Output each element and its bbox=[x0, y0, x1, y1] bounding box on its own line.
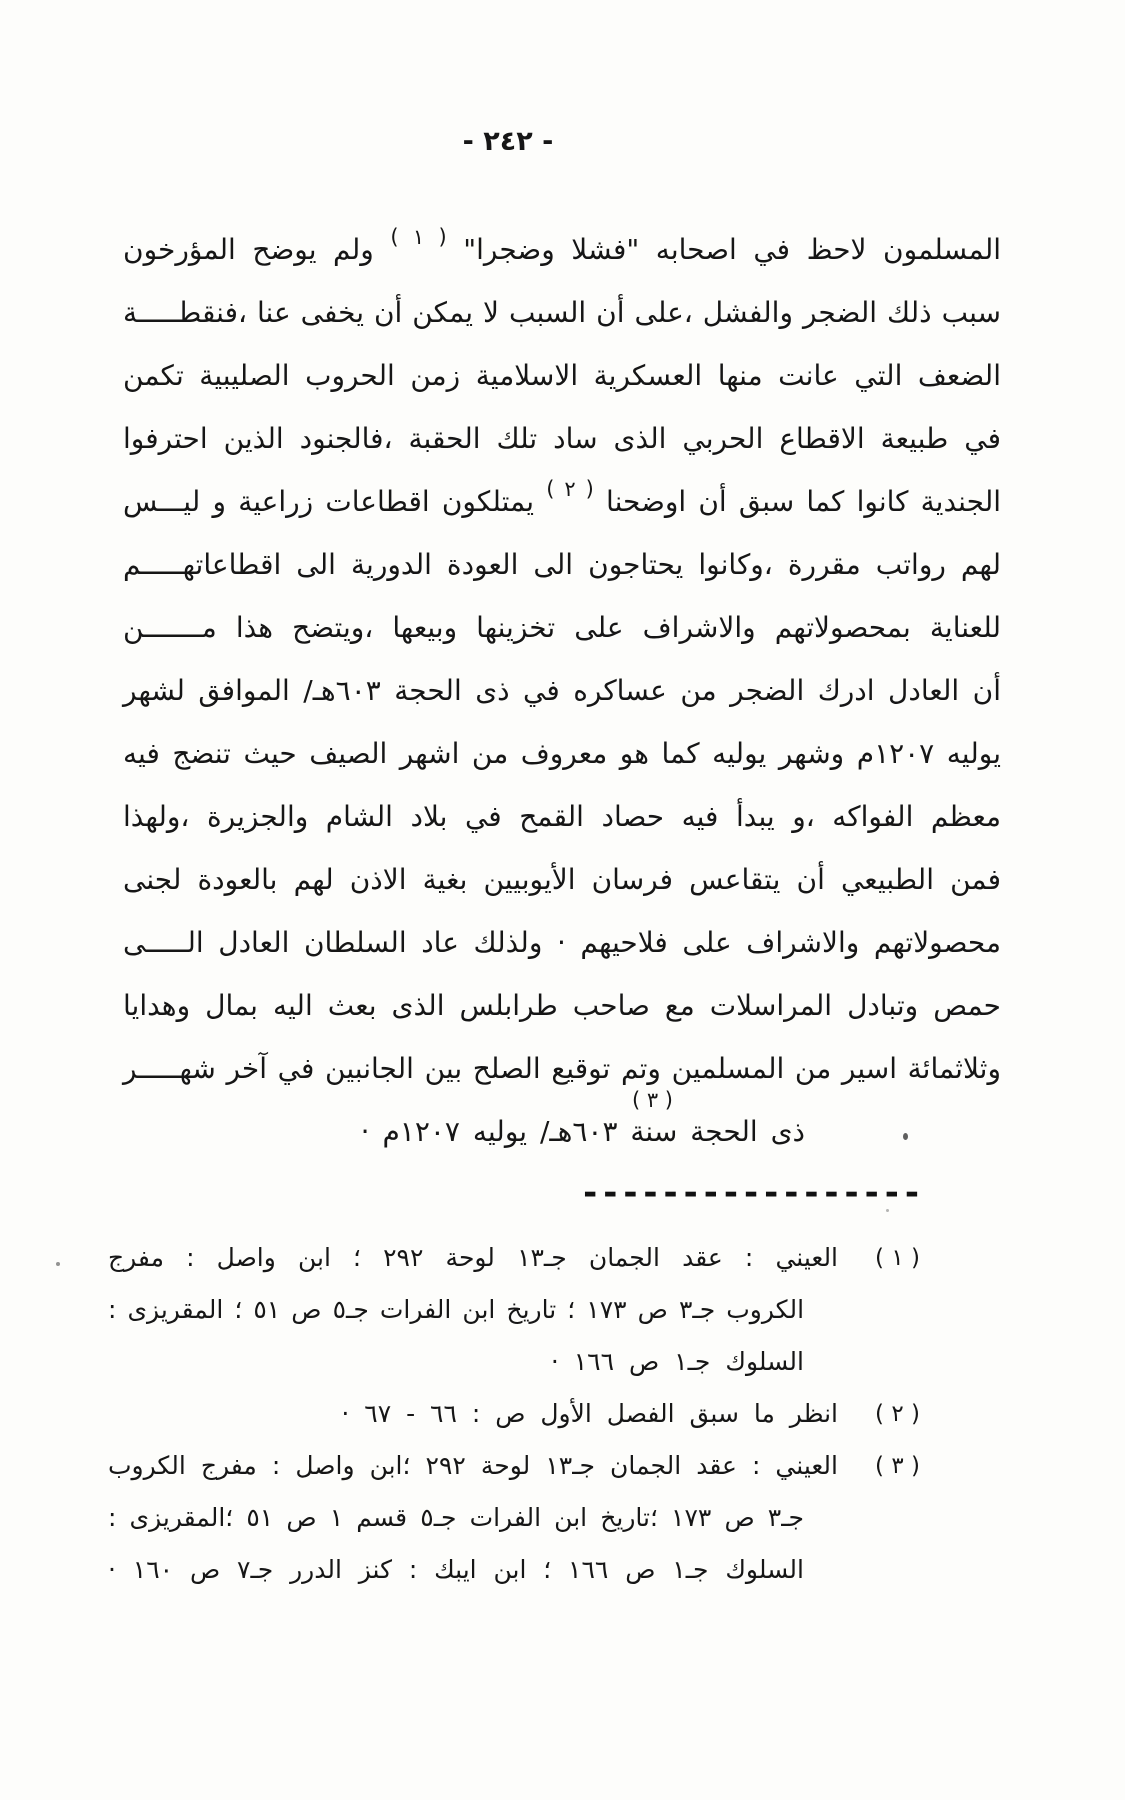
closing-line-group bbox=[360, 1086, 805, 1150]
footnote-line: الكروب جـ٣ ص ١٧٣ ؛ تاريخ ابن الفرات جـ٥ ص ٥١ ؛ المقريزى : bbox=[108, 1295, 805, 1324]
body-line-text: يمتلكون اقطاعات زراعية و ليـــس bbox=[123, 485, 547, 518]
footnote-line: انظر ما سبق الفصل الأول ص : ٦٦ - ٦٧ · bbox=[341, 1399, 838, 1428]
body-line-text: يوليه ١٢٠٧م وشهر يوليه كما هو معروف من اشهر الصيف حيث تنضج فيه bbox=[123, 737, 1001, 770]
footnote-line: السلوك جـ١ ص ١٦٦ · bbox=[550, 1347, 804, 1376]
body-line-text: محصولاتهم والاشراف على فلاحيهم · ولذلك عاد السلطان العادل الـــــى bbox=[123, 926, 1001, 959]
footnote-line: جـ٣ ص ١٧٣ ؛تاريخ ابن الفرات جـ٥ قسم ١ ص ٥١ ؛المقريزى : bbox=[108, 1503, 804, 1532]
body-line bbox=[123, 974, 1001, 1037]
body-line-text: ولم يوضح المؤرخون bbox=[123, 233, 391, 266]
body-line-text: لهم رواتب مقررة ،وكانوا يحتاجون الى العودة الدورية الى اقطاعاتهـــــم bbox=[123, 548, 1001, 581]
body-line bbox=[123, 533, 1001, 596]
body-line bbox=[123, 470, 1001, 533]
body-line bbox=[123, 344, 1001, 407]
body-line bbox=[123, 848, 1001, 911]
footnote-3-text bbox=[108, 1440, 838, 1596]
footnote-separator: ----------------- bbox=[583, 1173, 925, 1213]
body-line bbox=[123, 659, 1001, 722]
footnote-ref-1-sup: ( ١ ) bbox=[390, 225, 447, 249]
scan-speck bbox=[886, 1209, 889, 1212]
footnote-ref-2-sup: ( ٢ ) bbox=[546, 477, 594, 501]
scan-speck bbox=[56, 1262, 60, 1266]
body-line-text: المسلمون لاحظ في اصحابه "فشلا وضجرا" bbox=[446, 233, 1002, 266]
footnote-3 bbox=[108, 1440, 920, 1596]
body-line-text: معظم الفواكه ،و يبدأ فيه حصاد القمح في بلاد الشام والجزيرة ،ولهذا bbox=[123, 800, 1001, 833]
body-line-text: للعناية بمحصولاتهم والاشراف على تخزينها وبيعها ،ويتضح هذا مـــــــن bbox=[123, 611, 1001, 644]
body-line bbox=[123, 722, 1001, 785]
footnote-1 bbox=[108, 1232, 920, 1388]
footnote-2-text bbox=[108, 1388, 838, 1440]
footnote-2-marker: ( ٢ ) bbox=[875, 1401, 920, 1427]
body-text-block bbox=[123, 218, 1001, 1100]
body-line-text: سبب ذلك الضجر والفشل ،على أن السبب لا يمكن أن يخفى عنا ،فنقطـــــة bbox=[123, 296, 1001, 329]
footnote-2 bbox=[108, 1388, 920, 1440]
footnote-ref-3-sup: ( ٣ ) bbox=[631, 1088, 673, 1112]
body-line bbox=[123, 281, 1001, 344]
body-line bbox=[123, 218, 1001, 281]
body-line-text: الضعف التي عانت منها العسكرية الاسلامية زمن الحروب الصليبية تكمن bbox=[123, 359, 1001, 392]
footnote-line: العيني : عقد الجمان جـ١٣ لوحة ٢٩٢ ؛ابن واصل : مفرج الكروب bbox=[108, 1451, 838, 1480]
body-line-text: فمن الطبيعي أن يتقاعس فرسان الأيوبيين بغية الاذن لهم بالعودة لجنى bbox=[123, 863, 1001, 896]
footnote-1-marker: ( ١ ) bbox=[875, 1245, 920, 1271]
closing-line-text: ذى الحجة سنة ٦٠٣هـ/ يوليه ١٢٠٧م · bbox=[360, 1115, 805, 1148]
body-line bbox=[123, 407, 1001, 470]
body-line-text: الجندية كانوا كما سبق أن اوضحنا bbox=[593, 485, 1002, 518]
body-line-text: أن العادل ادرك الضجر من عساكره في ذى الحجة ٦٠٣هـ/ الموافق لشهر bbox=[123, 674, 1001, 707]
body-line bbox=[123, 596, 1001, 659]
page-number: - ٢٤٢ - bbox=[462, 126, 554, 157]
footnote-line: العيني : عقد الجمان جـ١٣ لوحة ٢٩٢ ؛ ابن واصل : مفرج bbox=[108, 1243, 839, 1272]
footnote-3-marker: ( ٣ ) bbox=[875, 1453, 920, 1479]
footnote-1-text bbox=[108, 1232, 838, 1388]
body-line bbox=[123, 785, 1001, 848]
footnotes-block bbox=[108, 1232, 920, 1596]
footnote-line: السلوك جـ١ ص ١٦٦ ؛ ابن ايبك : كنز الدرر جـ٧ ص ١٦٠ · bbox=[108, 1555, 804, 1584]
body-line-text: في طبيعة الاقطاع الحربي الذى ساد تلك الحقبة ،فالجنود الذين احترفوا bbox=[123, 422, 1001, 455]
body-line bbox=[123, 911, 1001, 974]
body-line-text: وثلاثمائة اسير من المسلمين وتم توقيع الصلح بين الجانبين في آخر شهـــــر bbox=[123, 1052, 1001, 1085]
body-line-text: حمص وتبادل المراسلات مع صاحب طرابلس الذى بعث اليه بمال وهدايا bbox=[123, 989, 1001, 1022]
scan-speck bbox=[903, 1133, 908, 1140]
